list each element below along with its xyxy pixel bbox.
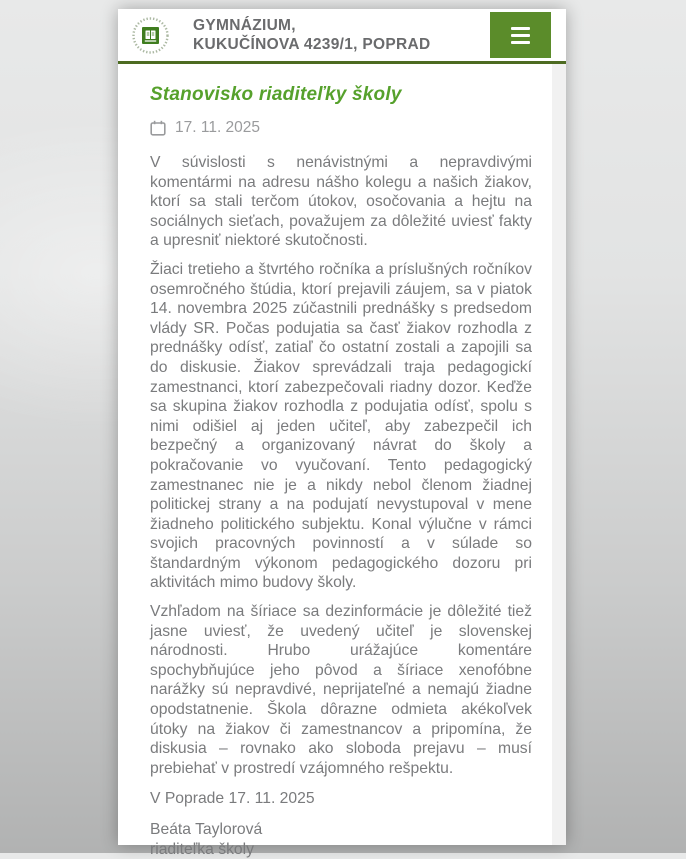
article-paragraph: Vzhľadom na šíriace sa dezinformácie je dôležité tiež jasne uviesť, že uvedený učiteľ je slovenskej národnosti. Hrubo urážajúce komentáre spochybňujúce jeho pôvod a šíriace xenofóbne narážky sú nepravdivé, neprijateľné a nemajú žiadne opodstatnenie. Škola dôrazne odmieta akékoľvek útoky na žiakov či zamestnancov a pripomína, že diskusia – rovnako ako sloboda prejavu – musí prebiehať v prostredí vzájomného rešpektu.: [150, 603, 532, 777]
school-name-link[interactable]: [193, 16, 430, 54]
article-title: Stanovisko riaditeľky školy: [150, 84, 402, 105]
school-name-line2: KUKUČÍNOVA 4239/1, POPRAD: [193, 36, 431, 53]
calendar-icon: [150, 120, 166, 136]
signature-role: riaditeľka školy: [150, 840, 254, 858]
article-paragraph: V súvislosti s nenávistnými a nepravdivými komentármi na adresu nášho kolegu a našich žiakov, ktorí sa stali terčom útokov, osočovania a hejtu na sociálnych sieťach, považujem za dôležité uviesť fakty a upresniť niektoré skutočnosti.: [150, 154, 532, 250]
site-header: [118, 9, 566, 64]
site-wrapper: [118, 9, 566, 858]
article-date-row: [150, 119, 532, 137]
article-date: 17. 11. 2025: [175, 119, 261, 136]
article-paragraph: Žiaci tretieho a štvrtého ročníka a príslušných ročníkov osemročného štúdia, ktorí prejavili záujem, sa v piatok 14. novembra 2025 zúčastnili prednášky s predsedom vlády SR. Počas podujatia sa časť žiakov rozhodla z prednášky odísť, zatiaľ čo ostatní zostali a zapojili sa do diskusie. Žiakov sprevádzali traja pedagogickí zamestnanci, ktorí zabezpečovali riadny dozor. Keďže sa skupina žiakov rozhodla z podujatia odísť, spolu s nimi odišiel aj jeden učiteľ, aby zabezpečil ich bezpečný a organizovaný návrat do školy a pokračovanie vo vyučovaní. Tento pedagogický zamestnanec nie je a nikdy nebol členom žiadnej politickej strany a na podujatí nevystupoval v mene žiadneho politického subjektu. Konal výlučne v rámci svojich pracovných povinností a v súlade so štandardným výkonom pedagogického dozoru pri aktivitách mimo budovy školy.: [150, 260, 532, 592]
signature-name: Beáta Taylorová: [150, 821, 263, 838]
school-seal-logo[interactable]: [129, 14, 172, 57]
hamburger-icon: [511, 27, 530, 30]
school-name-line1: GYMNÁZIUM,: [193, 17, 296, 34]
school-seal-logo-icon: [129, 14, 172, 57]
menu-button[interactable]: [490, 12, 551, 58]
article-content: [118, 64, 566, 859]
article-place-date: V Poprade 17. 11. 2025: [150, 790, 315, 808]
article-signature: [150, 820, 532, 859]
article: [150, 84, 532, 859]
